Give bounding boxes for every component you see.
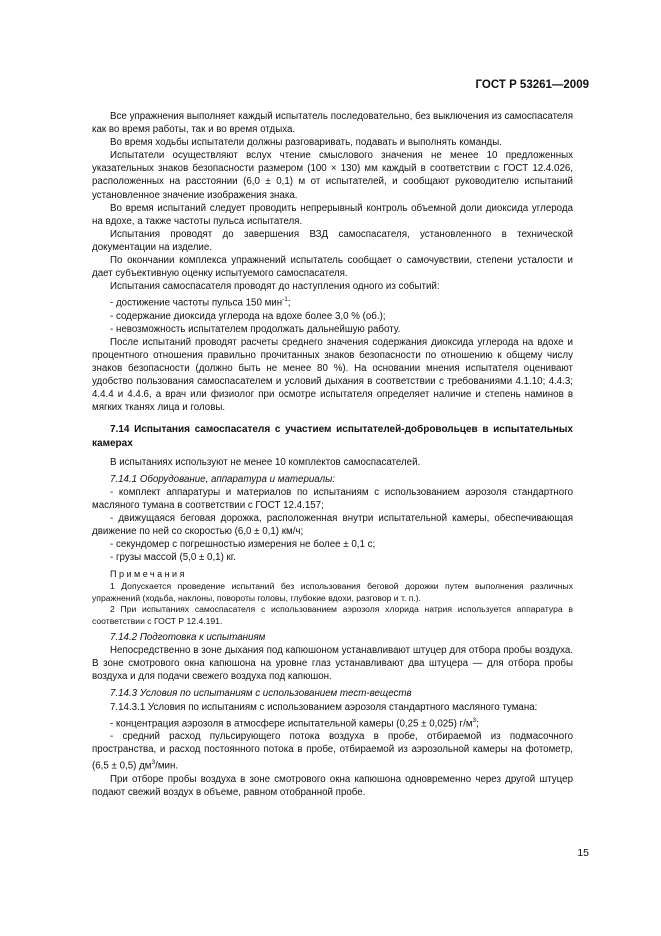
paragraph: После испытаний проводят расчеты среднего значения содержания диоксида углерода на вдохе и процентного отношения правильно прочитанных знаков безопасности по отношению к общему числу знаков безопасности (должно быть не менее 80 %). На основании мнения испытателя оценивают удобство пользования самоспасателем и условий дыхания в соответствии с требованиями 4.1.10; 4.4.3; 4.4.4 и 4.4.6, а врач или физиолог при осмотре испытателя определяет наличие и степень наминов в мягких тканях лица и головы. bbox=[92, 336, 573, 414]
paragraph: Испытания самоспасателя проводят до наступления одного из событий: bbox=[110, 281, 440, 293]
subsection-title: 7.14.1 Оборудование, аппаратура и материалы: bbox=[110, 473, 335, 485]
list-item-text: /мин. bbox=[155, 760, 179, 772]
list-item: - содержание диоксида углерода на вдохе более 3,0 % (об.); bbox=[110, 310, 386, 322]
paragraph: Непосредственно в зоне дыхания под капюшоном устанавливают штуцер для отбора пробы воздуха. В зоне смотрового окна капюшона на уровне глаз устанавливают два штуцера — для отбора пробы воздуха и для подачи свежего воздуха под капюшон. bbox=[92, 645, 573, 683]
section-title: 7.14 Испытания самоспасателя с участием испытателей-добровольцев в испытательных камерах bbox=[92, 424, 573, 449]
subsection-title: 7.14.3 Условия по испытаниям с использованием тест-веществ bbox=[110, 688, 412, 700]
paragraph: В испытаниях используют не менее 10 комплектов самоспасателей. bbox=[110, 456, 421, 468]
list-item-text: - средний расход пульсирующего потока воздуха в пробе, отбираемой из подмасочного пространства, и расход постоянного потока в пробе, отбираемой из аэрозольной камеры на фотометр, (6,5 ± 0,5) дм bbox=[92, 730, 573, 772]
list-item bbox=[92, 730, 573, 773]
paragraph: Во время ходьбы испытатели должны разговаривать, подавать и выполнять команды. bbox=[110, 137, 502, 149]
list-item-text: ; bbox=[476, 717, 479, 729]
list-item: - секундомер с погрешностью измерения не более ± 0,1 с; bbox=[110, 539, 376, 551]
paragraph: Испытатели осуществляют вслух чтение смыслового значения не менее 10 предложенных указательных знаков безопасности размером (100 × 130) мм каждый в соответствии с ГОСТ 12.4.026, расположенных на расстоянии (6,0 ± 0,1) м от испытателей, и сообщают руководителю испытаний установленное значение изображения знака. bbox=[92, 150, 573, 201]
page-body bbox=[92, 110, 573, 799]
superscript: 3 bbox=[151, 759, 156, 767]
paragraph: 7.14.3.1 Условия по испытаниям с использованием аэрозоля стандартного масляного тумана: bbox=[110, 701, 538, 713]
paragraph: По окончании комплекса упражнений испытатель сообщает о самочувствии, степени усталости и дает субъективную оценку испытуемого самоспасателя. bbox=[92, 255, 573, 280]
paragraph: При отборе пробы воздуха в зоне смотрового окна капюшона одновременно через другой штуцер подают свежий воздух в объеме, равном отобранной пробе. bbox=[92, 773, 573, 798]
list-item-text: ; bbox=[287, 297, 291, 309]
paragraph: Испытания проводят до завершения ВЗД самоспасателя, установленного в технической документации на изделие. bbox=[92, 228, 573, 253]
paragraph: Все упражнения выполняет каждый испытатель последовательно, без выключения из самоспасателя как во время работы, так и во время отдыха. bbox=[92, 111, 573, 136]
list-item bbox=[92, 293, 573, 309]
list-item bbox=[92, 714, 573, 730]
note: 2 При испытаниях самоспасателя с использованием аэрозоля хлорида натрия используется аппаратура в соответствии с ГОСТ Р 12.4.191. bbox=[92, 604, 573, 626]
notes-title: Примечания bbox=[110, 569, 187, 580]
superscript: -1 bbox=[282, 296, 288, 304]
page-number: 15 bbox=[577, 847, 589, 859]
note: 1 Допускается проведение испытаний без использования беговой дорожки путем выполнения различных упражнений (ходьба, наклоны, повороты головы, глубокие вдохи, разговор и т. п.). bbox=[92, 581, 573, 603]
list-item: - грузы массой (5,0 ± 0,1) кг. bbox=[110, 552, 236, 564]
list-item-text: - достижение частоты пульса 150 мин bbox=[110, 297, 283, 309]
document-header: ГОСТ Р 53261—2009 bbox=[475, 79, 589, 91]
list-item-text: - концентрация аэрозоля в атмосфере испытательной камеры (0,25 ± 0,025) г/м bbox=[110, 717, 473, 729]
superscript: 3 bbox=[472, 716, 477, 724]
paragraph: Во время испытаний следует проводить непрерывный контроль объемной доли диоксида углерода на вдохе, а также частоты пульса испытателя. bbox=[92, 202, 573, 227]
list-item: - невозможность испытателем продолжать дальнейшую работу. bbox=[110, 323, 401, 335]
subsection-title: 7.14.2 Подготовка к испытаниям bbox=[110, 632, 266, 644]
list-item: - комплект аппаратуры и материалов по испытаниям с использованием аэрозоля стандартного масляного тумана в соответствии с ГОСТ 12.4.157; bbox=[92, 486, 573, 511]
list-item: - движущаяся беговая дорожка, расположенная внутри испытательной камеры, обеспечивающая движение по ней со скоростью (6,0 ± 0,1) км/ч; bbox=[92, 512, 573, 538]
